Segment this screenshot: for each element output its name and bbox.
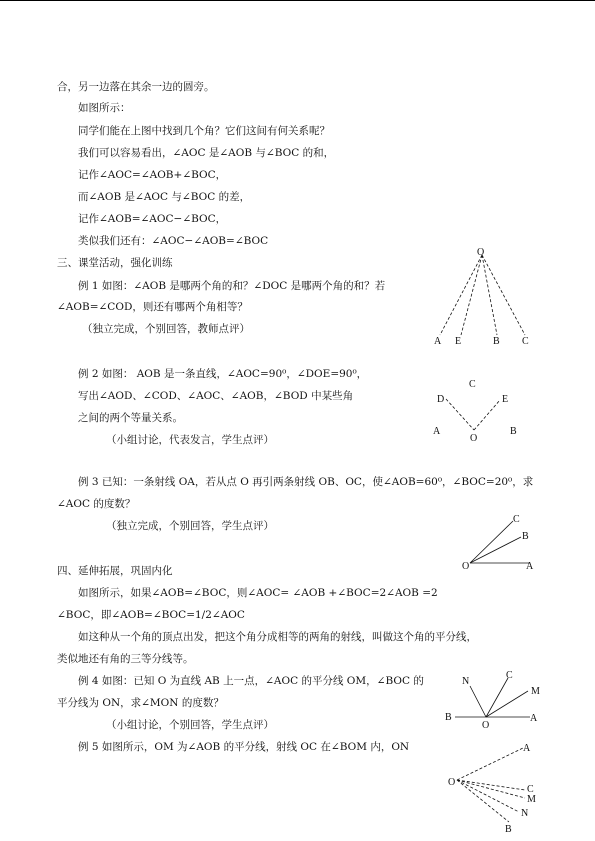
text-line: 写出∠AOD、∠COD、∠AOC、∠AOB，∠BOD 中某些角 — [78, 390, 354, 402]
text-line: 类似地还有角的三等分线等。 — [57, 653, 194, 665]
figure-example5 — [445, 738, 545, 838]
label-C: C — [522, 336, 529, 347]
text-line: 如这种从一个角的顶点出发，把这个角分成相等的两角的射线，叫做这个角的平分线， — [78, 631, 477, 643]
note-line: （小组讨论，个别回答，学生点评） — [106, 719, 274, 731]
text-line: ∠BOC，即∠AOB=∠BOC=1/2∠AOC — [57, 609, 245, 621]
figure-rays-example1 — [430, 245, 540, 350]
label-B: B — [445, 712, 452, 723]
section-heading: 四、延伸拓展，巩固内化 — [57, 565, 173, 577]
text-line: 如图所示，如果∠AOB=∠BOC，则∠AOC= ∠AOB +∠BOC=2∠AOB =2 — [78, 587, 438, 599]
label-D: D — [437, 394, 445, 405]
label-A: A — [523, 743, 531, 754]
text-line: 而∠AOB 是∠AOC 与∠BOC 的差， — [78, 191, 251, 203]
label-A: A — [526, 561, 534, 570]
label-N: N — [521, 808, 529, 819]
text-line: 如图所示： — [78, 102, 131, 114]
text-line: ∠AOC 的度数？ — [57, 498, 136, 510]
label-B: B — [510, 426, 517, 437]
section-heading: 三、课堂活动，强化训练 — [57, 257, 173, 269]
label-B: B — [522, 531, 529, 542]
label-A: A — [434, 336, 442, 347]
label-C: C — [469, 379, 476, 390]
text-line: 平分线为 ON，求∠MON 的度数？ — [57, 697, 224, 709]
label-C: C — [506, 670, 513, 681]
label-M: M — [531, 686, 540, 697]
text-line: 记作∠AOC=∠AOB+∠BOC， — [78, 169, 227, 181]
label-O: O — [462, 561, 470, 570]
note-line: （独立完成，个别回答，学生点评） — [106, 520, 274, 532]
text-line: 例 4 如图：已知 O 为直线 AB 上一点，∠AOC 的平分线 OM，∠BOC 的 — [78, 675, 424, 687]
label-B: B — [493, 336, 500, 347]
label-C: C — [527, 784, 534, 795]
note-line: （独立完成，个别回答，教师点评） — [82, 323, 250, 335]
label-E: E — [502, 394, 509, 405]
text-line: 例 2 如图： AOB 是一条直线，∠AOC=90⁰，∠DOE=90⁰， — [78, 368, 368, 380]
page-top-border — [0, 0, 595, 1]
label-A: A — [530, 713, 538, 724]
text-line: ∠AOB=∠COD，则还有哪两个角相等？ — [57, 301, 248, 313]
label-O: O — [477, 247, 485, 258]
note-line: （小组讨论，代表发言，学生点评） — [106, 434, 274, 446]
label-C: C — [513, 514, 520, 525]
figure-example2 — [430, 375, 530, 450]
figure-example4 — [440, 668, 545, 733]
label-A: A — [433, 426, 441, 437]
label-E: E — [455, 336, 462, 347]
label-N: N — [462, 676, 470, 687]
text-line: 我们可以容易看出，∠AOC 是∠AOB 与∠BOC 的和， — [78, 147, 335, 159]
label-O: O — [482, 720, 490, 731]
text-line: 记作∠AOB=∠AOC−∠BOC， — [78, 213, 227, 225]
label-M: M — [527, 794, 536, 805]
text-line: 合，另一边落在其余一边的圆旁。 — [57, 81, 215, 93]
text-line: 同学们能在上图中找到几个角？它们这间有何关系呢？ — [78, 125, 330, 137]
text-line: 之间的两个等量关系。 — [78, 412, 183, 424]
label-O: O — [448, 777, 456, 788]
text-line: 例 1 如图：∠AOB 是哪两个角的和？∠DOC 是哪两个角的和？若 — [78, 280, 386, 292]
text-line: 例 3 已知：一条射线 OA，若从点 O 再引两条射线 OB、OC，使∠AOB=60⁰，∠BOC=20⁰，求 — [78, 476, 534, 488]
figure-example3 — [455, 508, 545, 570]
text-line: 类似我们还有：∠AOC−∠AOB=∠BOC — [78, 235, 269, 247]
label-B: B — [505, 824, 512, 835]
text-line: 例 5 如图所示，OM 为∠AOB 的平分线，射线 OC 在∠BOM 内，ON — [78, 741, 410, 753]
label-O: O — [470, 433, 478, 444]
